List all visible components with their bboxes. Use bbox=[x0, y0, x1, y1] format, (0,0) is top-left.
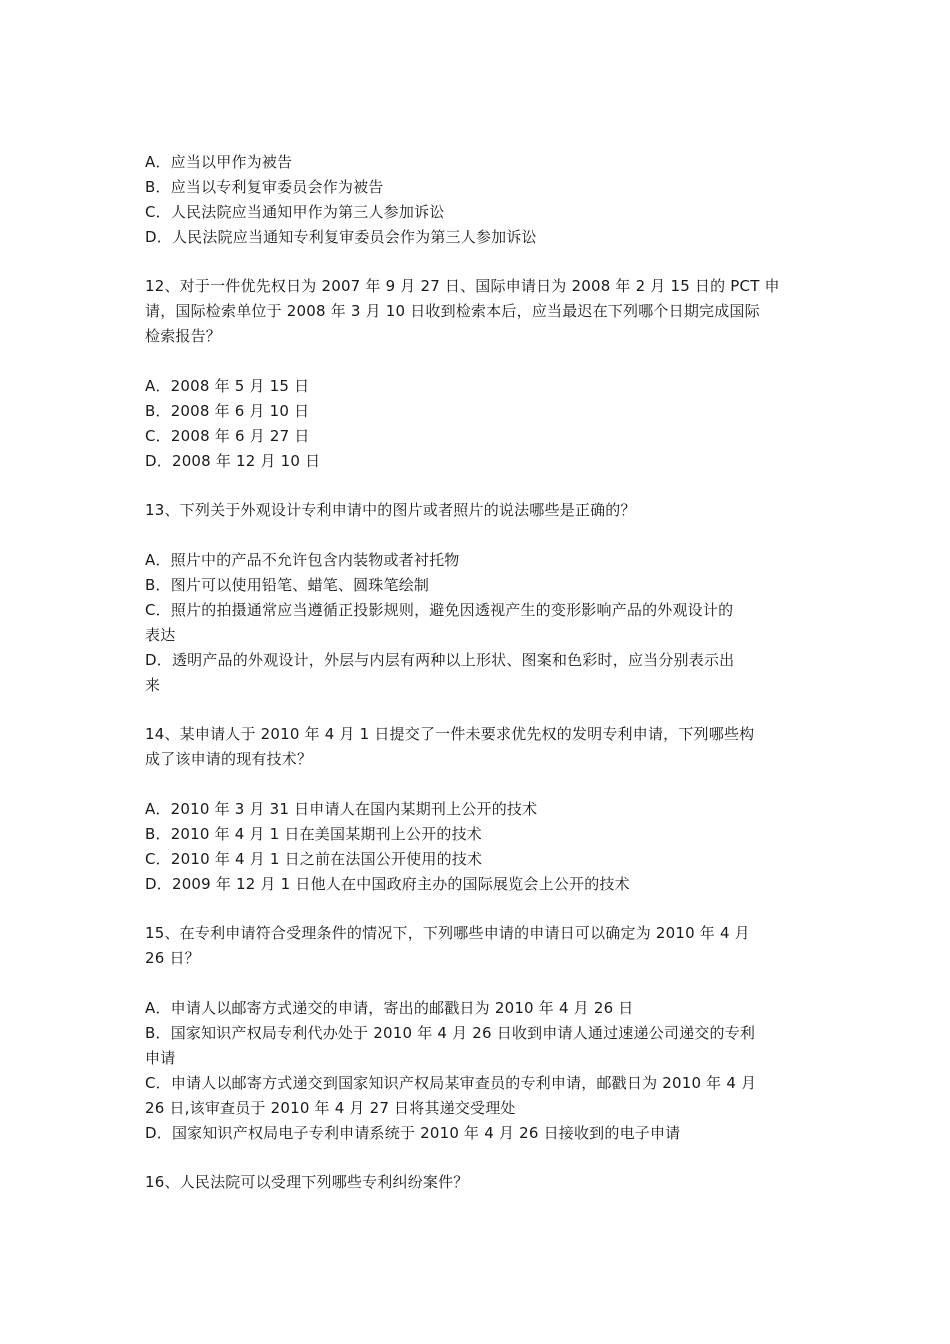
q12-stem-line-2: 请，国际检索单位于 2008 年 3 月 10 日收到检索本后，应当最迟在下列哪个日期完成国际 bbox=[145, 302, 760, 320]
q11-option-a: A．应当以甲作为被告 bbox=[145, 153, 293, 171]
q12-stem-line-1: 12、对于一件优先权日为 2007 年 9 月 27 日、国际申请日为 2008 年 2 月 15 日的 PCT 申 bbox=[145, 277, 780, 295]
q13-option-d-line-2: 来 bbox=[145, 676, 161, 694]
q11-option-c: C．人民法院应当通知甲作为第三人参加诉讼 bbox=[145, 203, 445, 221]
q16-stem-line-1: 16、人民法院可以受理下列哪些专利纠纷案件？ bbox=[145, 1173, 469, 1191]
q15-option-b-line-1: B．国家知识产权局专利代办处于 2010 年 4 月 26 日收到申请人通过速递公司递交的专利 bbox=[145, 1024, 756, 1042]
q14-stem-line-2: 成了该申请的现有技术？ bbox=[145, 750, 313, 768]
q13-option-b: B．图片可以使用铅笔、蜡笔、圆珠笔绘制 bbox=[145, 576, 430, 594]
q15-option-b-line-2: 申请 bbox=[145, 1049, 176, 1067]
q15-option-c-line-2: 26 日,该审查员于 2010 年 4 月 27 日将其递交受理处 bbox=[145, 1099, 516, 1117]
q13-option-d-line-1: D．透明产品的外观设计，外层与内层有两种以上形状、图案和色彩时，应当分别表示出 bbox=[145, 651, 735, 669]
q13-option-a: A．照片中的产品不允许包含内装物或者衬托物 bbox=[145, 551, 460, 569]
q14-option-a: A．2010 年 3 月 31 日申请人在国内某期刊上公开的技术 bbox=[145, 800, 538, 818]
q12-option-d: D．2008 年 12 月 10 日 bbox=[145, 452, 321, 470]
q14-option-c: C．2010 年 4 月 1 日之前在法国公开使用的技术 bbox=[145, 850, 483, 868]
q12-option-a: A．2008 年 5 月 15 日 bbox=[145, 377, 310, 395]
q15-stem-line-1: 15、在专利申请符合受理条件的情况下，下列哪些申请的申请日可以确定为 2010 年 4 月 bbox=[145, 924, 750, 942]
q15-option-c-line-1: C．申请人以邮寄方式递交到国家知识产权局某审查员的专利申请，邮戳日为 2010 年 4 月 bbox=[145, 1074, 757, 1092]
q12-stem-line-3: 检索报告？ bbox=[145, 327, 222, 345]
q13-option-c-line-1: C．照片的拍摄通常应当遵循正投影规则，避免因透视产生的变形影响产品的外观设计的 bbox=[145, 601, 734, 619]
q14-option-d: D．2009 年 12 月 1 日他人在中国政府主办的国际展览会上公开的技术 bbox=[145, 875, 630, 893]
q12-option-b: B．2008 年 6 月 10 日 bbox=[145, 402, 310, 420]
q13-option-c-line-2: 表达 bbox=[145, 626, 176, 644]
q15-stem-line-2: 26 日？ bbox=[145, 949, 200, 967]
q13-stem-line-1: 13、下列关于外观设计专利申请中的图片或者照片的说法哪些是正确的？ bbox=[145, 501, 636, 519]
q15-option-d: D．国家知识产权局电子专利申请系统于 2010 年 4 月 26 日接收到的电子申请 bbox=[145, 1124, 681, 1142]
q14-stem-line-1: 14、某申请人于 2010 年 4 月 1 日提交了一件未要求优先权的发明专利申请，下列哪些构 bbox=[145, 725, 755, 743]
q15-option-a: A．申请人以邮寄方式递交的申请，寄出的邮戳日为 2010 年 4 月 26 日 bbox=[145, 999, 634, 1017]
q11-option-b: B．应当以专利复审委员会作为被告 bbox=[145, 178, 384, 196]
q11-option-d: D．人民法院应当通知专利复审委员会作为第三人参加诉讼 bbox=[145, 228, 537, 246]
q14-option-b: B．2010 年 4 月 1 日在美国某期刊上公开的技术 bbox=[145, 825, 482, 843]
q12-option-c: C．2008 年 6 月 27 日 bbox=[145, 427, 310, 445]
